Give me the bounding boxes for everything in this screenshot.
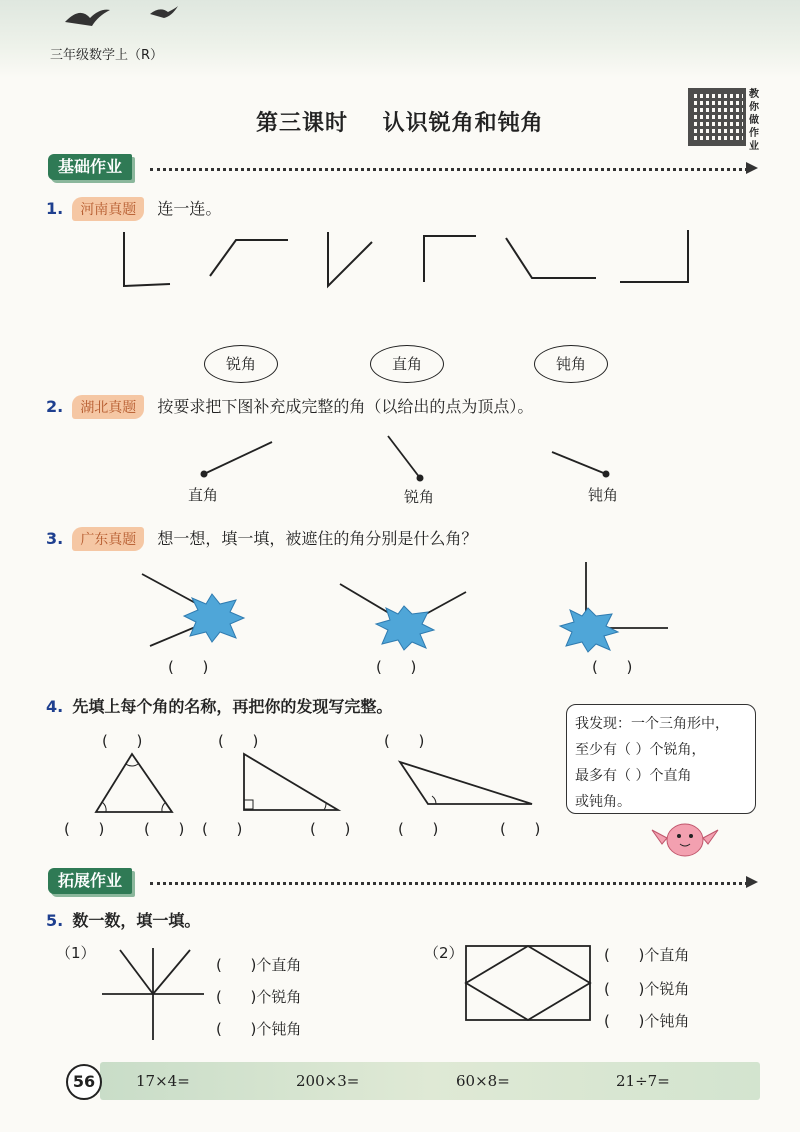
q2-label-acute: 锐角: [404, 488, 435, 506]
page-title: 第三课时 认识锐角和钝角: [256, 111, 544, 136]
question-number: 2.: [46, 397, 64, 416]
question-text: 想一想，填一填，被遮住的角分别是什么角？: [157, 529, 478, 548]
count-acute-angles[interactable]: ( )个锐角: [604, 980, 690, 998]
answer-blank[interactable]: ( ): [64, 820, 105, 838]
question-source-badge: 广东真题: [72, 527, 144, 551]
answer-blank[interactable]: ( ): [102, 732, 143, 750]
answer-blank[interactable]: ( ): [310, 820, 351, 838]
question-text: 数一数，填一填。: [72, 911, 201, 930]
page-number: 56: [66, 1064, 102, 1100]
question-text: 连一连。: [157, 199, 222, 218]
count-right-angles[interactable]: ( )个直角: [216, 956, 302, 974]
section-basic-tag: 基础作业: [48, 154, 132, 180]
section-extended-tag: 拓展作业: [48, 868, 132, 894]
answer-blank[interactable]: ( ): [398, 820, 439, 838]
choice-right[interactable]: 直角: [370, 345, 444, 383]
q5-part-1: （1）: [56, 944, 96, 962]
choice-acute[interactable]: 锐角: [204, 345, 278, 383]
question-source-badge: 河南真题: [72, 197, 144, 221]
count-acute-angles[interactable]: ( )个锐角: [216, 988, 302, 1006]
question-number: 5.: [46, 911, 64, 930]
answer-blank[interactable]: ( ): [218, 732, 259, 750]
count-obtuse-angles[interactable]: ( )个钝角: [216, 1020, 302, 1038]
answer-blank[interactable]: ( ): [500, 820, 541, 838]
q5-part-2: （2）: [424, 944, 464, 962]
answer-blank[interactable]: ( ): [384, 732, 425, 750]
question-number: 4.: [46, 697, 64, 716]
answer-blank[interactable]: ( ): [168, 658, 209, 676]
qr-caption: 教你做作业: [749, 89, 759, 152]
q2-label-right: 直角: [188, 486, 219, 504]
answer-blank[interactable]: ( ): [592, 658, 633, 676]
question-source-badge: 湖北真题: [72, 395, 144, 419]
q2-label-obtuse: 钝角: [588, 486, 619, 504]
finding-line: 我发现：一个三角形中，: [575, 716, 729, 732]
calc-item[interactable]: 21÷7=: [616, 1072, 670, 1090]
question-text: 按要求把下图补充成完整的角（以给出的点为顶点）。: [157, 397, 534, 416]
book-label: 三年级数学上（R）: [50, 48, 164, 63]
answer-blank[interactable]: ( ): [376, 658, 417, 676]
count-obtuse-angles[interactable]: ( )个钝角: [604, 1012, 690, 1030]
answer-blank[interactable]: ( ): [144, 820, 185, 838]
finding-line[interactable]: 最多有（ ）个直角: [575, 768, 692, 784]
finding-line: 或钝角。: [575, 794, 631, 810]
calc-item[interactable]: 60×8=: [456, 1072, 510, 1090]
question-number: 3.: [46, 529, 64, 548]
question-text: 先填上每个角的名称，再把你的发现写完整。: [72, 697, 393, 716]
answer-blank[interactable]: ( ): [202, 820, 243, 838]
count-right-angles[interactable]: ( )个直角: [604, 946, 690, 964]
question-number: 1.: [46, 199, 64, 218]
choice-obtuse[interactable]: 钝角: [534, 345, 608, 383]
finding-line[interactable]: 至少有（ ）个锐角，: [575, 742, 706, 758]
calc-item[interactable]: 17×4=: [136, 1072, 190, 1090]
calc-item[interactable]: 200×3=: [296, 1072, 360, 1090]
